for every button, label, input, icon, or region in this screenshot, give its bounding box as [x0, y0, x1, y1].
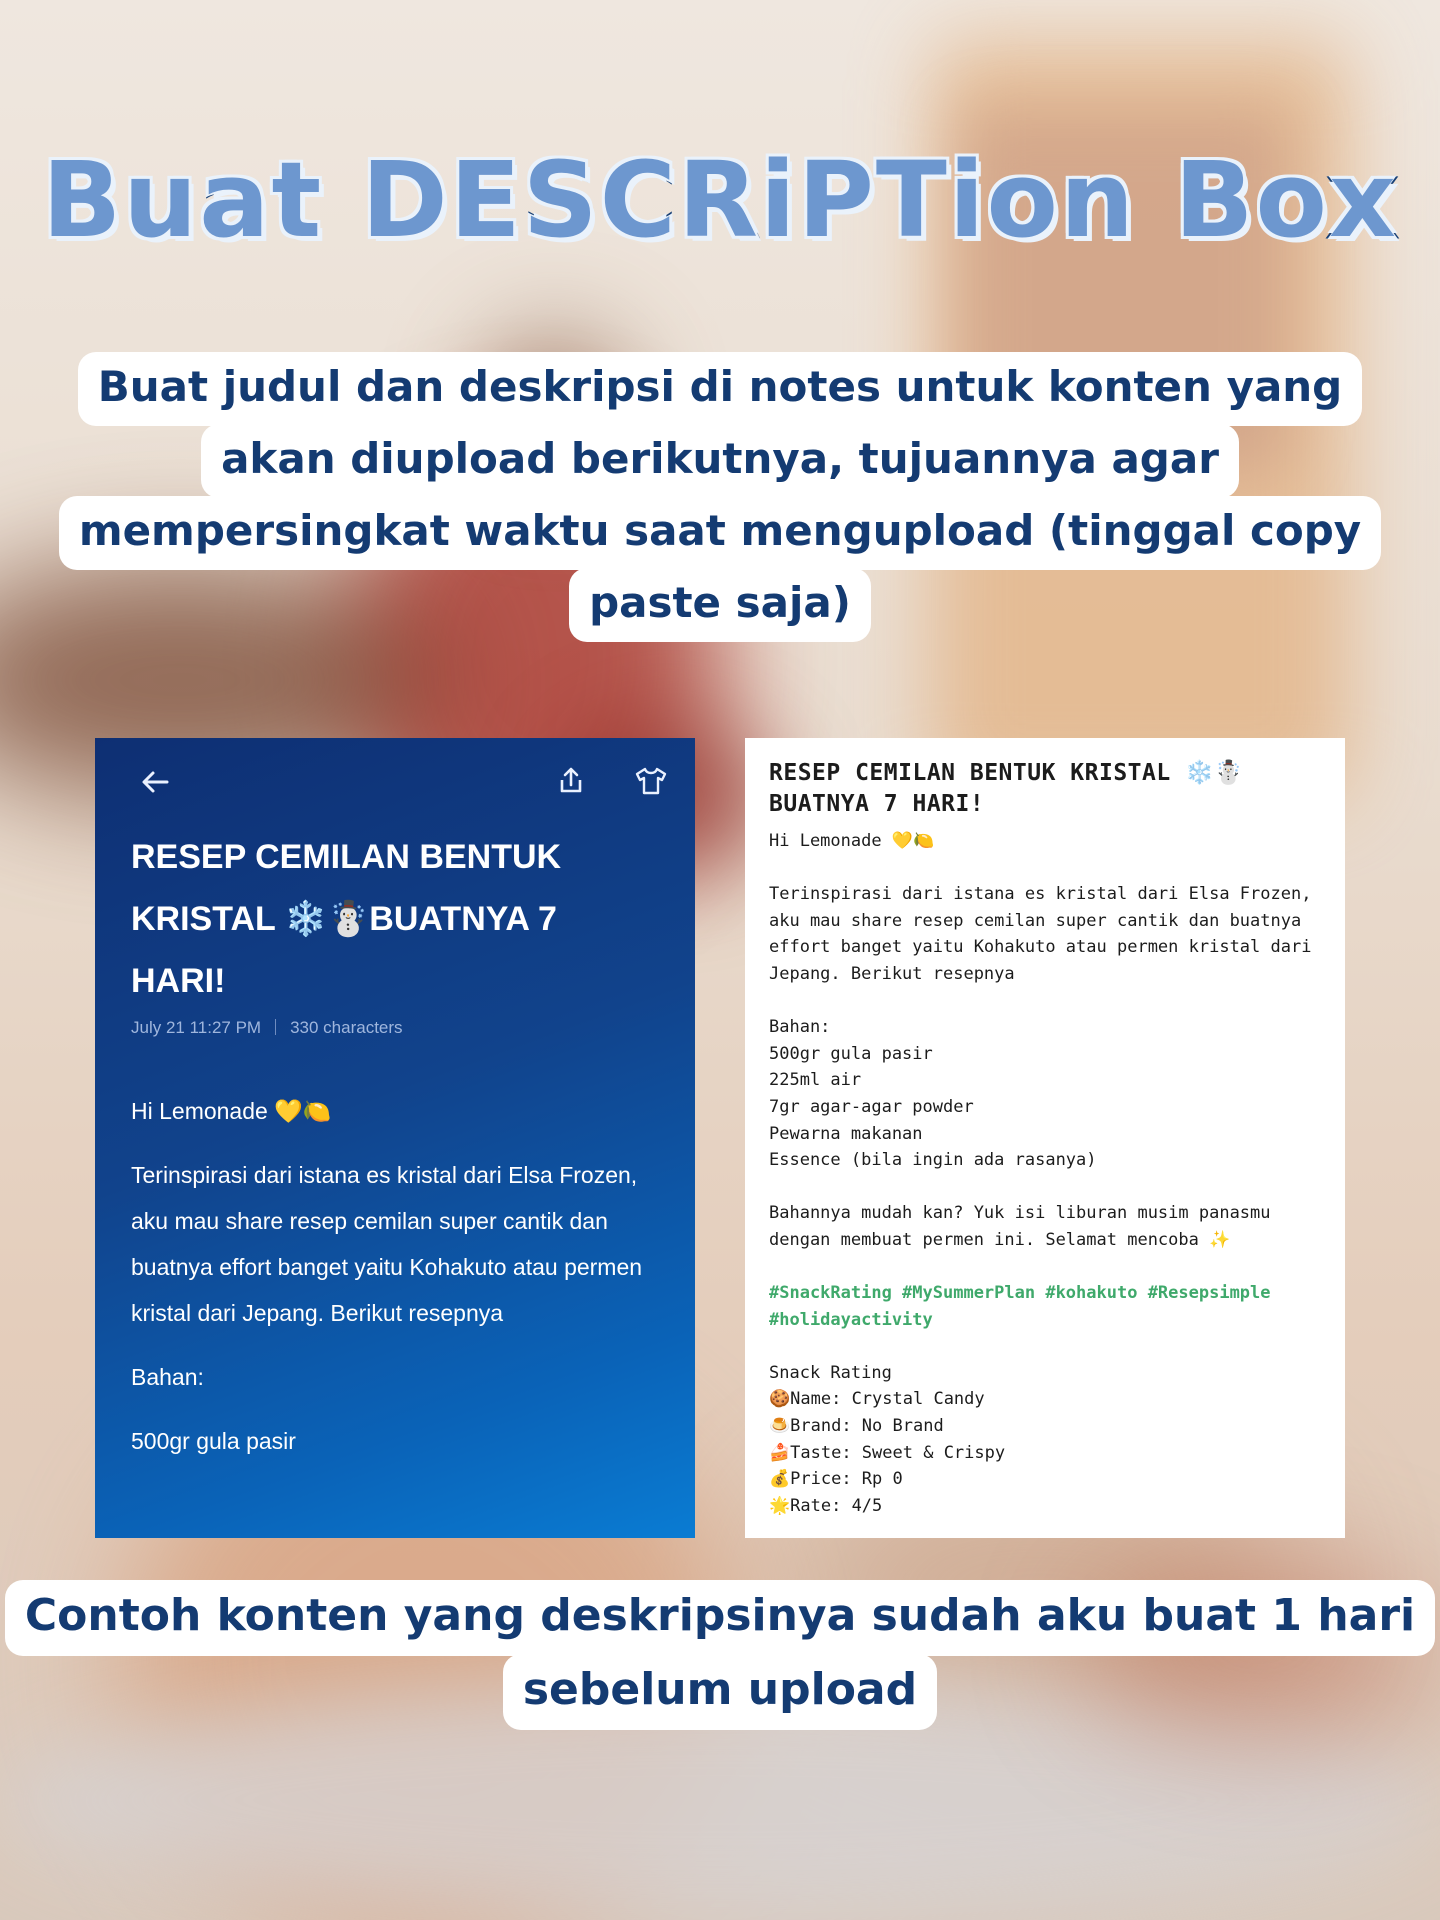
- share-icon[interactable]: [551, 764, 591, 804]
- intro-line: akan diupload berikutnya, tujuannya agar: [201, 424, 1239, 498]
- ingredient-item: 7gr agar-agar powder: [769, 1096, 974, 1117]
- note-greeting: Hi Lemonade 💛🍋: [131, 1098, 332, 1124]
- note-body[interactable]: [131, 1088, 661, 1482]
- snack-rating-label: Snack Rating: [769, 1362, 892, 1383]
- ingredient-item: Pewarna makanan: [769, 1123, 923, 1144]
- note-paragraph: Terinspirasi dari istana es kristal dari Elsa Frozen, aku mau share resep cemilan super cantik dan buatnya effort banget yaitu Kohakuto atau permen kristal dari Jepang. Berikut resepnya: [131, 1162, 643, 1326]
- description-paragraph: Terinspirasi dari istana es kristal dari Elsa Frozen, aku mau share resep cemilan super cantik dan buatnya effort banget yaitu Kohakuto atau permen kristal dari Jepang. Berikut resepnya: [769, 884, 1322, 984]
- note-ingredient: 500gr gula pasir: [131, 1428, 296, 1454]
- tshirt-theme-icon[interactable]: [631, 764, 671, 804]
- rating-item: 🍪Name: Crystal Candy: [769, 1389, 985, 1410]
- notes-toolbar: [95, 760, 695, 808]
- description-bahan-label: Bahan:: [769, 1017, 831, 1038]
- note-meta: [131, 1018, 403, 1038]
- rating-item: 🍰Taste: Sweet & Crispy: [769, 1442, 1006, 1463]
- ingredient-item: 500gr gula pasir: [769, 1043, 933, 1064]
- description-greeting: Hi Lemonade 💛🍋: [769, 831, 935, 851]
- rating-item: 🍮Brand: No Brand: [769, 1416, 944, 1437]
- description-text-screenshot: [745, 738, 1345, 1538]
- intro-line: Buat judul dan deskripsi di notes untuk konten yang: [78, 352, 1363, 426]
- note-title[interactable]: RESEP CEMILAN BENTUK KRISTAL ❄️☃️BUATNYA 7 HARI!: [131, 838, 562, 1000]
- bottom-caption-line: sebelum upload: [503, 1654, 937, 1730]
- bottom-caption-line: Contoh konten yang deskripsinya sudah aku buat 1 hari: [5, 1580, 1435, 1656]
- note-date: July 21 11:27 PM: [131, 1018, 262, 1037]
- ingredient-item: Essence (bila ingin ada rasanya): [769, 1150, 1097, 1171]
- hashtags: #SnackRating #MySummerPlan #kohakuto #Resepsimple #holidayactivity: [769, 1283, 1281, 1330]
- back-arrow-icon[interactable]: [135, 764, 175, 804]
- intro-caption: [0, 352, 1440, 640]
- description-title: RESEP CEMILAN BENTUK KRISTAL ❄️☃️BUATNYA 7 HARI!: [769, 760, 1244, 817]
- intro-line: paste saja): [569, 568, 871, 642]
- ingredient-item: 225ml air: [769, 1070, 862, 1091]
- rating-item: 🌟Rate: 4/5: [769, 1495, 883, 1516]
- note-bahan-label: Bahan:: [131, 1364, 204, 1390]
- bottom-caption: [0, 1580, 1440, 1728]
- description-closing: Bahannya mudah kan? Yuk isi liburan musim panasmu dengan membuat permen ini. Selamat mencoba ✨: [769, 1203, 1281, 1250]
- headline: Buat DESCRiPTion Box: [41, 139, 1399, 261]
- description-body: [769, 828, 1325, 1519]
- notes-app-screenshot: [95, 738, 695, 1538]
- character-count: 330 characters: [290, 1018, 403, 1037]
- intro-line: mempersingkat waktu saat mengupload (tinggal copy: [59, 496, 1381, 570]
- rating-item: 💰Price: Rp 0: [769, 1469, 903, 1490]
